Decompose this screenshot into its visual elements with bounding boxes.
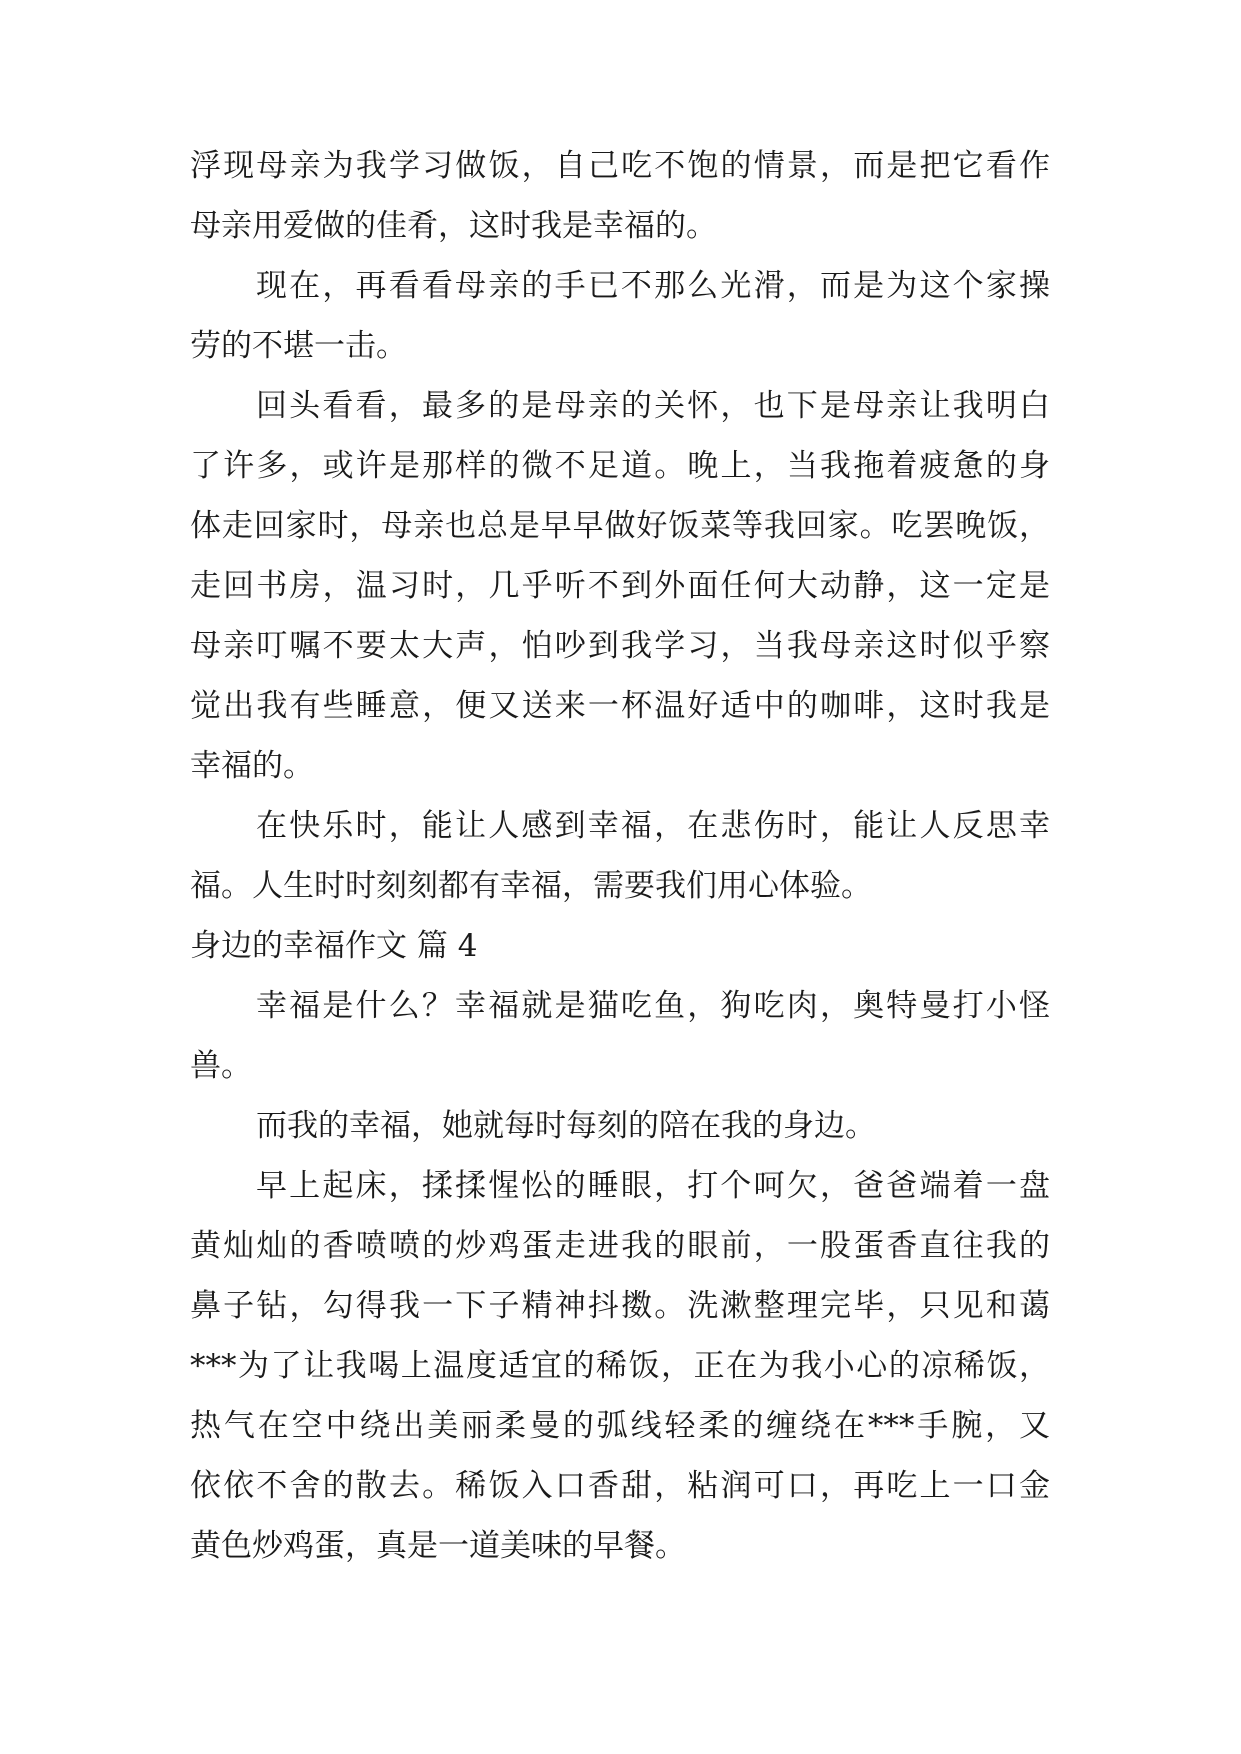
text-line: 浮现母亲为我学习做饭，自己吃不饱的情景，而是把它看作 [190, 148, 1050, 184]
paragraph-first-line: 而我的幸福，她就每时每刻的陪在我的身边。 [256, 1108, 876, 1144]
text-line: 走回书房，温习时，几乎听不到外面任何大动静，这一定是 [190, 568, 1050, 604]
text-line: 觉出我有些睡意，便又送来一杯温好适中的咖啡，这时我是 [190, 688, 1050, 724]
text-line: 兽。 [190, 1048, 252, 1084]
text-line: 了许多，或许是那样的微不足道。晚上，当我拖着疲惫的身 [190, 448, 1050, 484]
paragraph-first-line: 现在，再看看母亲的手已不那么光滑，而是为这个家操 [256, 268, 1050, 304]
section-heading: 身边的幸福作文 篇 4 [190, 928, 478, 964]
text-line: 热气在空中绕出美丽柔曼的弧线轻柔的缠绕在***手腕，又 [190, 1408, 1050, 1444]
text-line: 黄灿灿的香喷喷的炒鸡蛋走进我的眼前，一股蛋香直往我的 [190, 1228, 1050, 1264]
text-line: 福。人生时时刻刻都有幸福，需要我们用心体验。 [190, 868, 872, 904]
paragraph-first-line: 在快乐时，能让人感到幸福，在悲伤时，能让人反思幸 [256, 808, 1050, 844]
paragraph-first-line: 早上起床，揉揉惺忪的睡眼，打个呵欠，爸爸端着一盘 [256, 1168, 1050, 1204]
text-line: 黄色炒鸡蛋，真是一道美味的早餐。 [190, 1528, 686, 1564]
paragraph-first-line: 幸福是什么？幸福就是猫吃鱼，狗吃肉，奥特曼打小怪 [256, 988, 1050, 1024]
text-line: 劳的不堪一击。 [190, 328, 407, 364]
text-line: 依依不舍的散去。稀饭入口香甜，粘润可口，再吃上一口金 [190, 1468, 1050, 1504]
paragraph-first-line: 回头看看，最多的是母亲的关怀，也下是母亲让我明白 [256, 388, 1050, 424]
text-line: 母亲叮嘱不要太大声，怕吵到我学习，当我母亲这时似乎察 [190, 628, 1050, 664]
text-line: 幸福的。 [190, 748, 314, 784]
text-line: 体走回家时，母亲也总是早早做好饭菜等我回家。吃罢晚饭， [190, 508, 1050, 544]
text-line: 鼻子钻，勾得我一下子精神抖擞。洗漱整理完毕，只见和蔼 [190, 1288, 1050, 1324]
text-line: 母亲用爱做的佳肴，这时我是幸福的。 [190, 208, 717, 244]
text-line: ***为了让我喝上温度适宜的稀饭，正在为我小心的凉稀饭， [190, 1348, 1050, 1384]
